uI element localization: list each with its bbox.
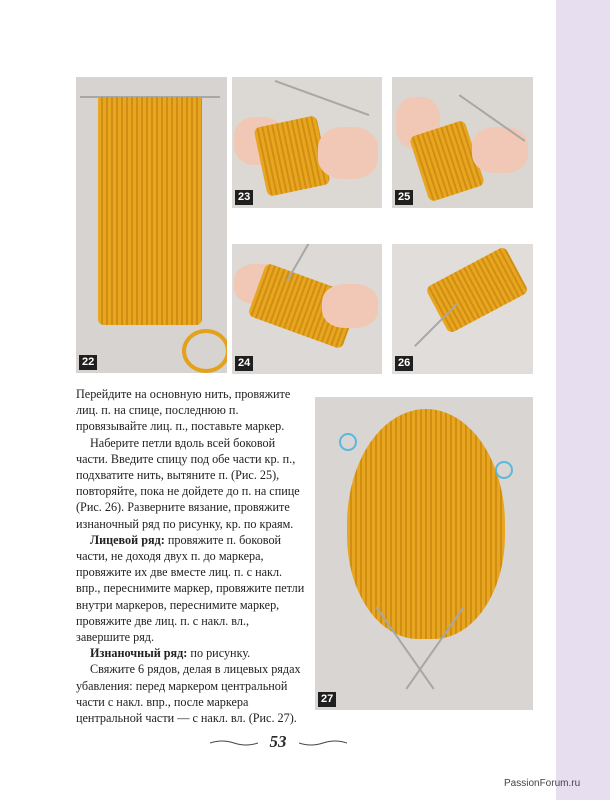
page-side-band <box>556 0 610 800</box>
instructions-text <box>76 386 306 726</box>
watermark: PassionForum.ru <box>504 778 581 789</box>
figure-label: 25 <box>395 190 413 205</box>
photo-25 <box>392 77 533 208</box>
flourish-right-icon <box>299 739 347 747</box>
photo-23 <box>232 77 382 208</box>
knitted-oval-image <box>347 409 505 639</box>
flourish-left-icon <box>210 739 258 747</box>
row-heading: Лицевой ряд: <box>90 532 165 547</box>
yarn-ball-image <box>182 329 227 373</box>
figure-label: 26 <box>395 356 413 371</box>
paragraph <box>76 645 306 661</box>
figure-label: 23 <box>235 190 253 205</box>
row-instruction: провяжите п. боковой части, не доходя двух п. до маркера, провяжите их две вместе лиц. п. с накл. впр., переснимите маркер, провяжите петли внутри маркеров, переснимите маркер, провяжите две лиц. п. с накл. вл., завершите ряд. <box>76 532 305 645</box>
figure-label: 24 <box>235 356 253 371</box>
figure-label: 27 <box>318 692 336 707</box>
paragraph: Наберите петли вдоль всей боковой части. Введите спицу под обе части кр. п., подхватите нить, вытяните п. (Рис. 25), повторяйте, пока не дойдете до п. на спице (Рис. 26). Разверните вязание, провяжите изнаночный ряд по рисунку, кр. по краям. <box>76 435 300 531</box>
photo-24 <box>232 244 382 374</box>
photo-22 <box>76 77 227 373</box>
page-footer <box>0 732 556 752</box>
paragraph: Перейдите на основную нить, провяжите лиц. п. на спице, последнюю п. провязывайте лиц. п., поставьте маркер. <box>76 387 291 434</box>
photo-26 <box>392 244 533 374</box>
paragraph <box>76 532 306 645</box>
paragraph: Свяжите 6 рядов, делая в лицевых рядах убавления: перед маркером центральной части с накл. впр., после маркера центральной части — с накл. вл. (Рис. 27). <box>76 662 301 726</box>
stitch-marker-image <box>495 461 513 479</box>
figure-label: 22 <box>79 355 97 370</box>
stitch-marker-image <box>339 433 357 451</box>
row-heading: Изнаночный ряд: <box>90 646 188 661</box>
knitted-panel-image <box>98 97 202 325</box>
row-instruction: по рисунку. <box>187 646 251 661</box>
page-number: 53 <box>269 732 287 751</box>
photo-27 <box>315 397 533 710</box>
